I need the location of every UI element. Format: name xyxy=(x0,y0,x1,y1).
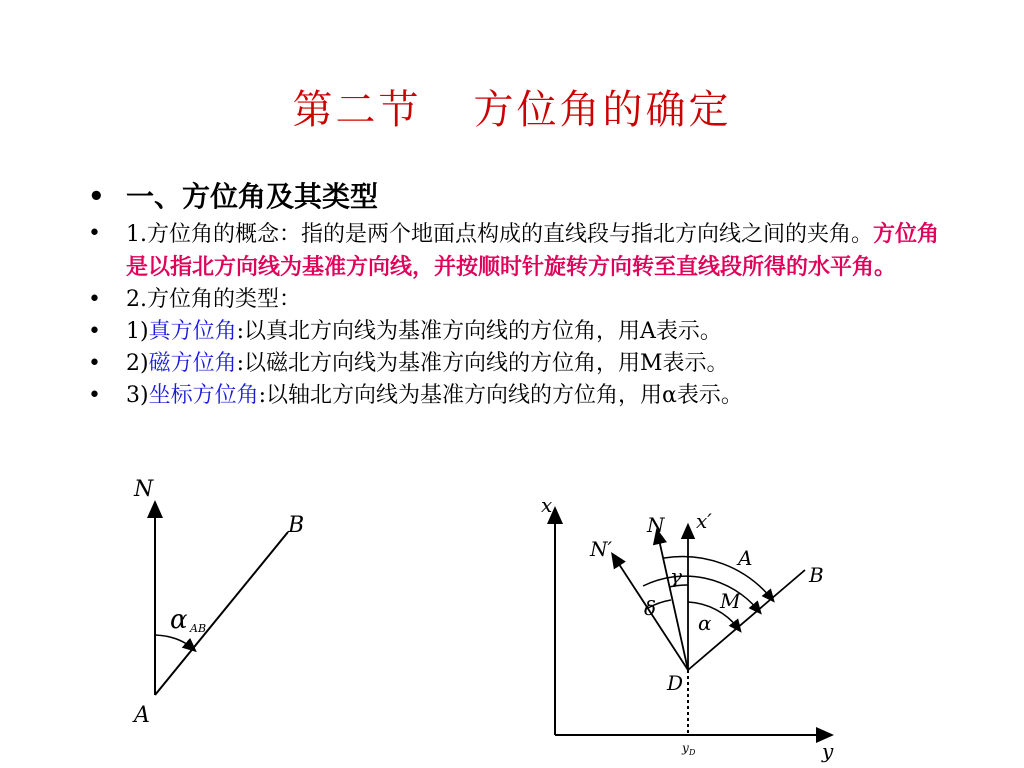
azimuth-diagram-simple xyxy=(120,470,320,730)
label-b: B xyxy=(288,513,305,538)
item-text: :以真北方向线为基准方向线的方位角，用A表示。 xyxy=(236,319,722,344)
angle-arc xyxy=(155,635,192,648)
arc-m xyxy=(643,576,758,610)
label-b: B xyxy=(809,563,824,587)
label-a: A xyxy=(738,546,753,570)
label-gamma: γ xyxy=(670,564,682,588)
item-prefix: 1) xyxy=(126,319,149,344)
label-yd: y xyxy=(682,741,689,755)
item-prefix: 2) xyxy=(126,351,149,376)
bullet-concept xyxy=(88,218,948,284)
concept-text: 1.方位角的概念：指的是两个地面点构成的直线段与指北方向线之间的夹角。 xyxy=(126,222,873,247)
bullet-true-azimuth xyxy=(88,316,948,348)
azimuth-diagram-types xyxy=(530,490,850,765)
label-alpha: α xyxy=(698,611,712,635)
label-alpha: α xyxy=(170,605,188,635)
label-n: N xyxy=(134,477,154,502)
label-x-prime: x′ xyxy=(696,509,712,533)
bullet-list xyxy=(88,176,948,412)
item-prefix: 3) xyxy=(126,383,149,408)
label-m: M xyxy=(720,589,741,613)
slide-title xyxy=(0,78,1024,135)
item-term: 磁方位角 xyxy=(148,351,237,376)
label-x: x xyxy=(541,493,553,517)
label-n: N xyxy=(647,513,665,537)
label-n-prime: N′ xyxy=(590,537,613,561)
bullet-magnetic-azimuth xyxy=(88,348,948,380)
section-number: 第二节 xyxy=(292,87,422,133)
bullet-types xyxy=(88,284,948,316)
item-text: :以磁北方向线为基准方向线的方位角，用M表示。 xyxy=(236,351,729,376)
section-title: 方位角的确定 xyxy=(473,87,732,133)
label-alpha-sub: AB xyxy=(190,622,207,635)
item-term: 坐标方位角 xyxy=(148,383,259,408)
heading-text: 一、方位角及其类型 xyxy=(126,180,379,213)
types-text: 2.方位角的类型： xyxy=(126,287,301,312)
concept-emphasis: 方位角是以指北方向线为基准方向线，并按顺时针旋转方向转至直线段所得的水平角。 xyxy=(126,221,940,280)
label-delta: δ xyxy=(644,596,657,620)
item-text: :以轴北方向线为基准方向线的方位角，用α表示。 xyxy=(258,383,743,408)
label-a: A xyxy=(134,703,150,728)
label-y: y xyxy=(822,739,834,763)
bullet-grid-azimuth xyxy=(88,380,948,412)
label-d: D xyxy=(667,671,684,695)
label-yd-sub: D xyxy=(689,748,696,757)
item-term: 真方位角 xyxy=(148,319,237,344)
bullet-heading xyxy=(88,176,948,218)
